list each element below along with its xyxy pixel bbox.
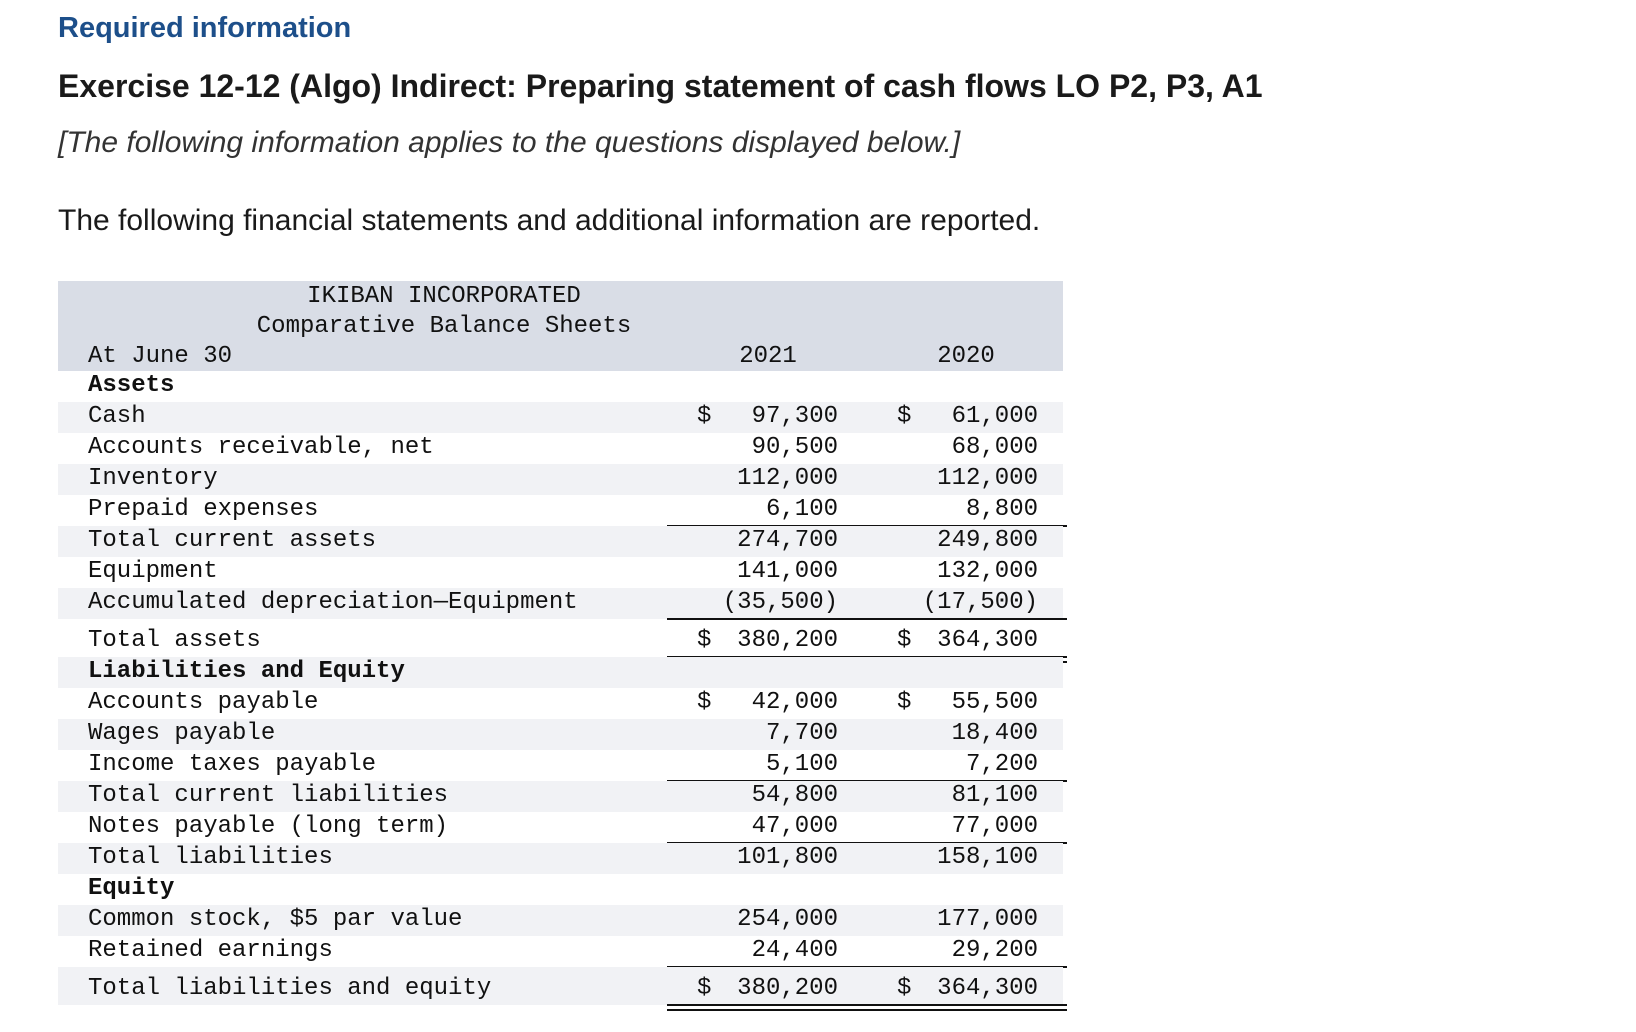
- dollar-sign: $: [697, 689, 712, 716]
- amount: 158,100: [937, 844, 1038, 871]
- amount: 380,200: [737, 975, 838, 1002]
- year-2020-header: 2020: [937, 343, 995, 370]
- amount: 5,100: [765, 751, 838, 778]
- table-row: [58, 781, 1063, 812]
- amount: 7,700: [765, 720, 838, 747]
- year-2021-header: 2021: [739, 343, 797, 370]
- row-label: Total current liabilities: [88, 782, 449, 809]
- row-label: Wages payable: [88, 720, 276, 747]
- amount: 141,000: [737, 558, 838, 585]
- section-row: [58, 874, 1063, 905]
- amount: 54,800: [751, 782, 838, 809]
- row-label: Total assets: [88, 627, 261, 654]
- table-row: [58, 719, 1063, 750]
- amount: 77,000: [951, 813, 1038, 840]
- amount: 55,500: [951, 689, 1038, 716]
- amount: 249,800: [937, 527, 1038, 554]
- amount: 47,000: [751, 813, 838, 840]
- table-row: [58, 905, 1063, 936]
- amount: 177,000: [937, 906, 1038, 933]
- amount: 97,300: [751, 403, 838, 430]
- table-row: [58, 402, 1063, 433]
- amount: 61,000: [951, 403, 1038, 430]
- row-label: Common stock, $5 par value: [88, 906, 463, 933]
- double-underline-rule: [667, 1004, 867, 1011]
- amount: 7,200: [965, 751, 1038, 778]
- row-label: Income taxes payable: [88, 751, 377, 778]
- section-heading: Assets: [88, 372, 175, 399]
- required-information-heading: Required information: [58, 12, 352, 44]
- row-label: Total current assets: [88, 527, 377, 554]
- table-row: [58, 619, 1063, 657]
- amount: 101,800: [737, 844, 838, 871]
- amount: 112,000: [937, 465, 1038, 492]
- dollar-sign: $: [697, 975, 712, 1002]
- amount: 274,700: [737, 527, 838, 554]
- date-label: At June 30: [88, 343, 233, 370]
- amount: (17,500): [922, 589, 1038, 616]
- row-label: Prepaid expenses: [88, 496, 319, 523]
- balance-sheet-table: [58, 281, 1063, 1005]
- amount: 68,000: [951, 434, 1038, 461]
- amount: 24,400: [751, 937, 838, 964]
- amount: 6,100: [765, 496, 838, 523]
- row-label: Accounts payable: [88, 689, 319, 716]
- section-heading: Equity: [88, 875, 175, 902]
- amount: 112,000: [737, 465, 838, 492]
- amount: 29,200: [951, 937, 1038, 964]
- amount: 254,000: [737, 906, 838, 933]
- table-row: [58, 588, 1063, 619]
- exercise-title: Exercise 12-12 (Algo) Indirect: Preparing statement of cash flows LO P2, P3, A1: [58, 68, 1263, 104]
- amount: 42,000: [751, 689, 838, 716]
- section-row: [58, 657, 1063, 688]
- table-row: [58, 936, 1063, 967]
- row-label: Notes payable (long term): [88, 813, 449, 840]
- amount: 380,200: [737, 627, 838, 654]
- row-label: Total liabilities: [88, 844, 333, 871]
- applies-note: [The following information applies to the questions displayed below.]: [58, 126, 961, 159]
- table-row: [58, 557, 1063, 588]
- balance-sheet-header: [58, 281, 1063, 371]
- intro-text: The following financial statements and additional information are reported.: [58, 204, 1041, 237]
- table-row: [58, 688, 1063, 719]
- amount: 18,400: [951, 720, 1038, 747]
- balance-sheet-rows: [58, 371, 1063, 1005]
- row-label: Inventory: [88, 465, 218, 492]
- table-row: [58, 495, 1063, 526]
- dollar-sign: $: [697, 627, 712, 654]
- dollar-sign: $: [897, 689, 912, 716]
- company-name: IKIBAN INCORPORATED: [307, 283, 581, 310]
- row-label: Cash: [88, 403, 146, 430]
- table-row: [58, 843, 1063, 874]
- dollar-sign: $: [897, 975, 912, 1002]
- double-underline-rule: [867, 1004, 1067, 1011]
- row-label: Retained earnings: [88, 937, 333, 964]
- statement-title: Comparative Balance Sheets: [256, 313, 632, 340]
- dollar-sign: $: [697, 403, 712, 430]
- amount: 364,300: [937, 627, 1038, 654]
- amount: 364,300: [937, 975, 1038, 1002]
- table-row: [58, 750, 1063, 781]
- amount: 132,000: [937, 558, 1038, 585]
- dollar-sign: $: [897, 403, 912, 430]
- table-row: [58, 967, 1063, 1005]
- row-label: Total liabilities and equity: [88, 975, 492, 1002]
- section-heading: Liabilities and Equity: [88, 658, 405, 685]
- table-row: [58, 433, 1063, 464]
- row-label: Accounts receivable, net: [88, 434, 434, 461]
- amount: (35,500): [722, 589, 838, 616]
- amount: 81,100: [951, 782, 1038, 809]
- dollar-sign: $: [897, 627, 912, 654]
- amount: 90,500: [751, 434, 838, 461]
- section-row: [58, 371, 1063, 402]
- row-label: Accumulated depreciation—Equipment: [88, 589, 578, 616]
- table-row: [58, 526, 1063, 557]
- table-row: [58, 464, 1063, 495]
- row-label: Equipment: [88, 558, 218, 585]
- amount: 8,800: [965, 496, 1038, 523]
- table-row: [58, 812, 1063, 843]
